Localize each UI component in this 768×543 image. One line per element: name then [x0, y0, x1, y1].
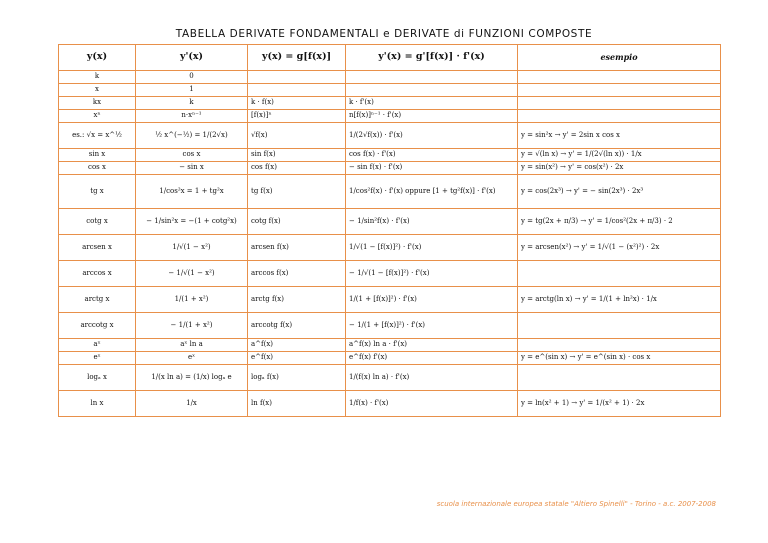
table-cell: k: [59, 71, 136, 84]
table-cell: es.: √x = x^½: [59, 123, 136, 149]
table-cell: sin f(x): [248, 149, 346, 162]
table-cell: arccotg f(x): [248, 313, 346, 339]
table-cell: [518, 313, 721, 339]
table-cell: n[f(x)]ⁿ⁻¹ · f'(x): [346, 110, 518, 123]
table-cell: tg x: [59, 175, 136, 209]
table-cell: 1/cos²f(x) · f'(x) oppure [1 + tg²f(x)] · f'(x): [346, 175, 518, 209]
table-cell: ln f(x): [248, 391, 346, 417]
table-cell: [346, 84, 518, 97]
table-row: [59, 175, 721, 209]
table-cell: y = sin(x²) → y' = cos(x²) · 2x: [518, 162, 721, 175]
header-cell: y'(x): [136, 45, 248, 71]
table-cell: 1: [136, 84, 248, 97]
table-cell: aˣ ln a: [136, 339, 248, 352]
table-cell: aˣ: [59, 339, 136, 352]
table-cell: y = tg(2x + π/3) → y' = 1/cos²(2x + π/3) · 2: [518, 209, 721, 235]
table-row: [59, 365, 721, 391]
table-cell: kx: [59, 97, 136, 110]
table-cell: 1/√(1 − x²): [136, 235, 248, 261]
table-cell: [518, 339, 721, 352]
derivative-table: [58, 44, 721, 417]
header-cell: y'(x) = g'[f(x)] · f'(x): [346, 45, 518, 71]
table-cell: [248, 71, 346, 84]
table-cell: logₐ f(x): [248, 365, 346, 391]
table-cell: y = √(ln x) → y' = 1/(2√(ln x)) · 1/x: [518, 149, 721, 162]
table-cell: − sin f(x) · f'(x): [346, 162, 518, 175]
table-cell: arccos x: [59, 261, 136, 287]
table-row: [59, 339, 721, 352]
table-cell: y = sin²x → y' = 2sin x cos x: [518, 123, 721, 149]
table-cell: arcsen x: [59, 235, 136, 261]
table-cell: sin x: [59, 149, 136, 162]
table-cell: y = cos(2x³) → y' = − sin(2x³) · 2x³: [518, 175, 721, 209]
table-cell: 1/cos²x = 1 + tg²x: [136, 175, 248, 209]
table-row: [59, 84, 721, 97]
table-cell: √f(x): [248, 123, 346, 149]
table-cell: eˣ: [136, 352, 248, 365]
table-cell: ½ x^(−½) = 1/(2√x): [136, 123, 248, 149]
table-row: [59, 313, 721, 339]
table-row: [59, 352, 721, 365]
table-cell: 1/(1 + [f(x)]²) · f'(x): [346, 287, 518, 313]
footer-credit: scuola internazionale europea statale "Altiero Spinelli" - Torino - a.c. 2007-2008: [436, 500, 716, 508]
table-cell: arccotg x: [59, 313, 136, 339]
table-cell: − 1/sin²x = −(1 + cotg²x): [136, 209, 248, 235]
table-cell: arccos f(x): [248, 261, 346, 287]
table-cell: a^f(x): [248, 339, 346, 352]
table-cell: [248, 84, 346, 97]
table-cell: [518, 84, 721, 97]
header-cell: esempio: [518, 45, 721, 71]
table-cell: k · f'(x): [346, 97, 518, 110]
table-cell: cos f(x) · f'(x): [346, 149, 518, 162]
table-cell: cotg x: [59, 209, 136, 235]
table-cell: cos x: [59, 162, 136, 175]
table-cell: [346, 71, 518, 84]
table-cell: x: [59, 84, 136, 97]
table-cell: y = arctg(ln x) → y' = 1/(1 + ln²x) · 1/x: [518, 287, 721, 313]
table-cell: eˣ: [59, 352, 136, 365]
table-cell: − 1/√(1 − x²): [136, 261, 248, 287]
table-cell: e^f(x) f'(x): [346, 352, 518, 365]
header-cell: y(x) = g[f(x)]: [248, 45, 346, 71]
table-row: [59, 235, 721, 261]
table-cell: 1/f(x) · f'(x): [346, 391, 518, 417]
table-cell: k: [136, 97, 248, 110]
table-cell: arctg f(x): [248, 287, 346, 313]
table-cell: 1/x: [136, 391, 248, 417]
table-cell: 1/√(1 − [f(x)]²) · f'(x): [346, 235, 518, 261]
table-cell: 1/(1 + x²): [136, 287, 248, 313]
page-title: TABELLA DERIVATE FONDAMENTALI e DERIVATE di FUNZIONI COMPOSTE: [175, 28, 593, 40]
table-cell: logₐ x: [59, 365, 136, 391]
table-cell: [518, 110, 721, 123]
header-row: [59, 45, 721, 71]
table-cell: arctg x: [59, 287, 136, 313]
table-cell: a^f(x) ln a · f'(x): [346, 339, 518, 352]
table-row: [59, 162, 721, 175]
table-row: [59, 71, 721, 84]
table-cell: 1/(x ln a) = (1/x) logₐ e: [136, 365, 248, 391]
table-row: [59, 123, 721, 149]
table-row: [59, 110, 721, 123]
table-cell: tg f(x): [248, 175, 346, 209]
table-row: [59, 149, 721, 162]
table-cell: − 1/(1 + x²): [136, 313, 248, 339]
table-cell: y = arcsen(x²) → y' = 1/√(1 − (x²)²) · 2x: [518, 235, 721, 261]
table-cell: arcsen f(x): [248, 235, 346, 261]
table-cell: [518, 261, 721, 287]
table-cell: [518, 97, 721, 110]
table-cell: n·xⁿ⁻¹: [136, 110, 248, 123]
table-cell: [518, 365, 721, 391]
table-cell: − sin x: [136, 162, 248, 175]
table-cell: − 1/sin²f(x) · f'(x): [346, 209, 518, 235]
table-cell: 1/(2√f(x)) · f'(x): [346, 123, 518, 149]
table-cell: [f(x)]ⁿ: [248, 110, 346, 123]
table-cell: y = e^(sin x) → y' = e^(sin x) · cos x: [518, 352, 721, 365]
table-row: [59, 97, 721, 110]
header-cell: y(x): [59, 45, 136, 71]
table-row: [59, 391, 721, 417]
table-cell: y = ln(x² + 1) → y' = 1/(x² + 1) · 2x: [518, 391, 721, 417]
table-cell: xⁿ: [59, 110, 136, 123]
table-cell: cos x: [136, 149, 248, 162]
table-cell: e^f(x): [248, 352, 346, 365]
table-cell: cotg f(x): [248, 209, 346, 235]
table-cell: − 1/(1 + [f(x)]²) · f'(x): [346, 313, 518, 339]
table-cell: 0: [136, 71, 248, 84]
table-cell: k · f(x): [248, 97, 346, 110]
table-row: [59, 287, 721, 313]
table-row: [59, 261, 721, 287]
table-cell: [518, 71, 721, 84]
table-cell: − 1/√(1 − [f(x)]²) · f'(x): [346, 261, 518, 287]
table-cell: ln x: [59, 391, 136, 417]
table-cell: cos f(x): [248, 162, 346, 175]
table-row: [59, 209, 721, 235]
table-cell: 1/(f(x) ln a) · f'(x): [346, 365, 518, 391]
